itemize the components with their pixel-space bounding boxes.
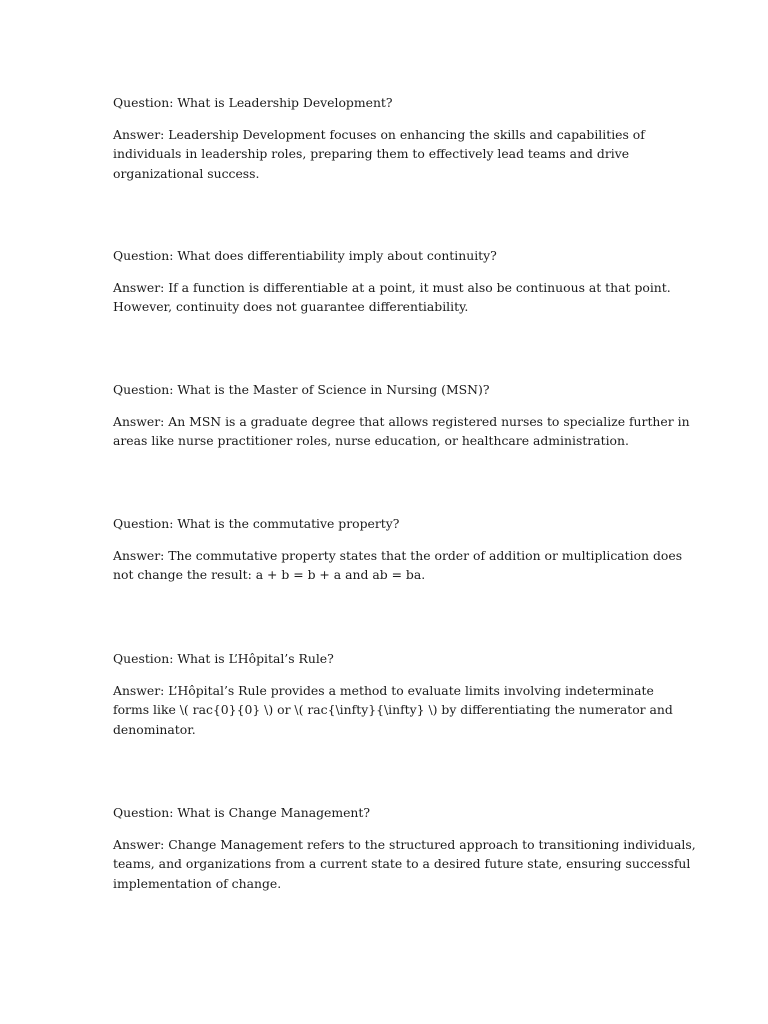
answer-text [113, 546, 683, 585]
answer-text [113, 412, 690, 451]
question-text: Question: What is Leadership Development? [113, 95, 393, 110]
answer-line: Answer: Change Management refers to the structured approach to transitioning individuals, [113, 836, 696, 852]
qa-block-differentiability [113, 246, 671, 317]
answer-line: not change the result: a + b = b + a and ab = ba. [113, 567, 426, 582]
answer-line: areas like nurse practitioner roles, nurse education, or healthcare administration. [113, 433, 629, 448]
answer-text [113, 278, 671, 317]
answer-line: However, continuity does not guarantee differentiability. [113, 299, 469, 314]
answer-line: Answer: If a function is differentiable at a point, it must also be continuous at that point. [113, 279, 671, 295]
answer-line: Answer: An MSN is a graduate degree that allows registered nurses to specialize further in [113, 413, 690, 429]
question-text: Question: What is L’Hôpital’s Rule? [113, 651, 334, 666]
answer-line: individuals in leadership roles, preparing them to effectively lead teams and drive [113, 146, 630, 161]
qa-block-commutative-property [113, 514, 683, 585]
qa-block-lhopitals-rule [113, 649, 673, 739]
answer-line: Answer: The commutative property states that the order of addition or multiplication does [113, 547, 683, 563]
answer-line: teams, and organizations from a current state to a desired future state, ensuring successful [113, 856, 691, 871]
answer-line: implementation of change. [113, 875, 282, 891]
answer-line: organizational success. [113, 165, 260, 181]
answer-line: Answer: Leadership Development focuses on enhancing the skills and capabilities of [113, 126, 645, 142]
question-text: Question: What is Change Management? [113, 805, 371, 820]
question-text: Question: What is the Master of Science in Nursing (MSN)? [113, 382, 490, 397]
answer-text [113, 125, 658, 184]
answer-line: denominator. [113, 721, 196, 737]
qa-block-change-management [113, 803, 696, 893]
answer-line: Answer: L’Hôpital’s Rule provides a method to evaluate limits involving indeterminate [113, 682, 654, 698]
qa-block-leadership-development [113, 93, 658, 183]
answer-text [113, 681, 673, 740]
answer-line: forms like \( rac{0}{0} \) or \( rac{\infty}{\infty} \) by differentiating the numerator and [113, 702, 673, 717]
question-text: Question: What is the commutative property? [113, 516, 400, 531]
qa-block-msn [113, 380, 690, 451]
answer-text [113, 835, 696, 894]
question-text: Question: What does differentiability imply about continuity? [113, 248, 497, 263]
